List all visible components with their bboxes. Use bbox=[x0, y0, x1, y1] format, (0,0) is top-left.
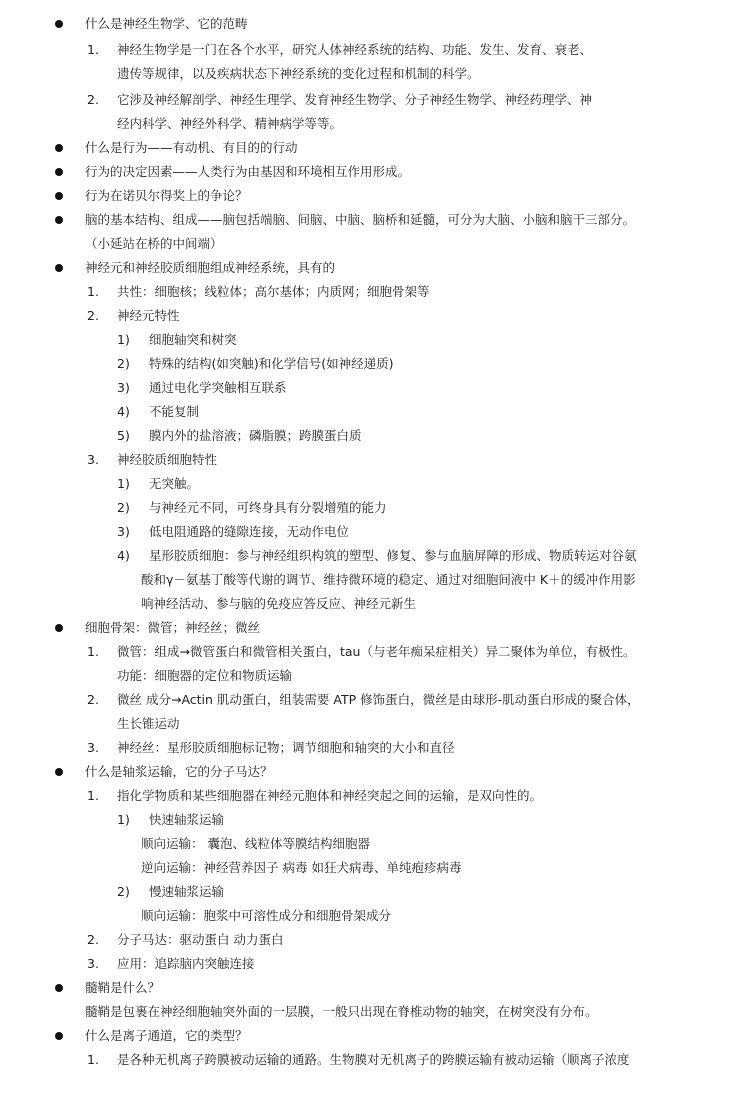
list-number: 2. bbox=[87, 92, 99, 107]
line-text: 低电阻通路的缝隙连接，无动作电位 bbox=[149, 524, 350, 539]
bullet-dot-icon bbox=[55, 192, 63, 200]
line-text: 逆向运输：神经营养因子 病毒 如狂犬病毒、单纯疱疹病毒 bbox=[141, 860, 462, 875]
line-text: 是各种无机离子跨膜被动运输的通路。生物膜对无机离子的跨膜运输有被动运输（顺离子浓度 bbox=[117, 1052, 630, 1067]
list-number: 2) bbox=[117, 356, 130, 371]
bullet-dot-icon bbox=[55, 768, 63, 776]
line-text: 顺向运输：胞浆中可溶性成分和细胞骨架成分 bbox=[141, 908, 392, 923]
line-text: 什么是行为——有动机、有目的的行动 bbox=[85, 140, 298, 155]
line-text: 星形胶质细胞：参与神经组织构筑的塑型、修复、参与血脑屏障的形成、物质转运对谷氨 bbox=[149, 548, 637, 563]
line-text: 行为在诺贝尔得奖上的争论？ bbox=[85, 188, 248, 203]
line-text: 与神经元不同，可终身具有分裂增殖的能力 bbox=[149, 500, 387, 515]
line-text: 细胞轴突和树突 bbox=[149, 332, 237, 347]
line-text: 经内科学、神经外科学、精神病学等等。 bbox=[117, 116, 343, 131]
line-text: 遗传等规律，以及疾病状态下神经系统的变化过程和机制的科学。 bbox=[117, 66, 480, 81]
list-number: 3. bbox=[87, 740, 99, 755]
list-number: 2. bbox=[87, 932, 99, 947]
list-number: 1) bbox=[117, 476, 130, 491]
line-text: 指化学物质和某些细胞器在神经元胞体和神经突起之间的运输，是双向性的。 bbox=[117, 788, 543, 803]
bullet-dot-icon bbox=[55, 216, 63, 224]
line-text: 神经元和神经胶质细胞组成神经系统，具有的 bbox=[85, 260, 336, 275]
line-text: 响神经活动、参与脑的免疫应答反应、神经元新生 bbox=[141, 596, 417, 611]
line-text: 膜内外的盐溶液；磷脂膜；跨膜蛋白质 bbox=[149, 428, 362, 443]
list-number: 1. bbox=[87, 284, 99, 299]
line-text: 什么是离子通道，它的类型？ bbox=[85, 1028, 248, 1043]
line-text: 不能复制 bbox=[149, 404, 200, 419]
line-text: 酸和γ－氨基丁酸等代谢的调节、维持微环境的稳定、通过对细胞间液中 K＋的缓冲作用影 bbox=[141, 572, 636, 587]
bullet-dot-icon bbox=[55, 168, 63, 176]
list-number: 1. bbox=[87, 644, 99, 659]
list-number: 3) bbox=[117, 380, 130, 395]
line-text: 无突触。 bbox=[149, 476, 200, 491]
list-number: 1. bbox=[87, 788, 99, 803]
list-number: 1. bbox=[87, 42, 99, 57]
line-text: 特殊的结构(如突触)和化学信号(如神经递质) bbox=[149, 356, 394, 371]
line-text: 行为的决定因素——人类行为由基因和环境相互作用形成。 bbox=[85, 164, 411, 179]
list-number: 1. bbox=[87, 1052, 99, 1067]
line-text: 神经胶质细胞特性 bbox=[117, 452, 218, 467]
list-number: 1) bbox=[117, 332, 130, 347]
line-text: 慢速轴浆运输 bbox=[149, 884, 225, 899]
line-text: 什么是神经生物学、它的范畴 bbox=[85, 16, 248, 31]
list-number: 5) bbox=[117, 428, 130, 443]
list-number: 3) bbox=[117, 524, 130, 539]
line-text: （小延站在桥的中间端） bbox=[85, 236, 223, 251]
bullet-dot-icon bbox=[55, 20, 63, 28]
list-number: 1) bbox=[117, 812, 130, 827]
list-number: 3. bbox=[87, 956, 99, 971]
line-text: 通过电化学突触相互联系 bbox=[149, 380, 287, 395]
line-text: 顺向运输： 囊泡、线粒体等膜结构细胞器 bbox=[141, 836, 370, 851]
line-text: 什么是轴浆运输，它的分子马达？ bbox=[85, 764, 273, 779]
list-number: 2. bbox=[87, 308, 99, 323]
bullet-dot-icon bbox=[55, 144, 63, 152]
line-text: 神经元特性 bbox=[117, 308, 180, 323]
line-text: 它涉及神经解剖学、神经生理学、发育神经生物学、分子神经生物学、神经药理学、神 bbox=[117, 92, 593, 107]
line-text: 分子马达：驱动蛋白 动力蛋白 bbox=[117, 932, 284, 947]
line-text: 应用：追踪脑内突触连接 bbox=[117, 956, 255, 971]
bullet-dot-icon bbox=[55, 264, 63, 272]
line-text: 细胞骨架：微管；神经丝；微丝 bbox=[85, 620, 261, 635]
line-text: 神经生物学是一门在各个水平，研究人体神经系统的结构、功能、发生、发育、衰老、 bbox=[117, 42, 593, 57]
list-number: 2) bbox=[117, 884, 130, 899]
line-text: 脑的基本结构、组成——脑包括端脑、间脑、中脑、脑桥和延髓，可分为大脑、小脑和脑干三部分。 bbox=[85, 212, 636, 227]
line-text: 快速轴浆运输 bbox=[149, 812, 225, 827]
list-number: 2. bbox=[87, 692, 99, 707]
line-text: 髓鞘是包裹在神经细胞轴突外面的一层膜，一般只出现在脊椎动物的轴突，在树突没有分布。 bbox=[85, 1004, 598, 1019]
line-text: 髓鞘是什么？ bbox=[85, 980, 161, 995]
list-number: 4) bbox=[117, 404, 130, 419]
bullet-dot-icon bbox=[55, 624, 63, 632]
list-number: 4) bbox=[117, 548, 130, 563]
line-text: 功能：细胞器的定位和物质运输 bbox=[117, 668, 293, 683]
line-text: 共性：细胞核；线粒体；高尔基体；内质网；细胞骨架等 bbox=[117, 284, 430, 299]
list-number: 2) bbox=[117, 500, 130, 515]
line-text: 神经丝：星形胶质细胞标记物；调节细胞和轴突的大小和直径 bbox=[117, 740, 455, 755]
line-text: 微丝 成分→Actin 肌动蛋白，组装需要 ATP 修饰蛋白，微丝是由球形-肌动蛋白形成的聚合体， bbox=[117, 692, 640, 707]
line-text: 微管：组成→微管蛋白和微管相关蛋白，tau（与老年痴呆症相关）异二聚体为单位，有极性。 bbox=[117, 644, 636, 659]
bullet-dot-icon bbox=[55, 984, 63, 992]
list-number: 3. bbox=[87, 452, 99, 467]
line-text: 生长锥运动 bbox=[117, 716, 180, 731]
bullet-dot-icon bbox=[55, 1032, 63, 1040]
